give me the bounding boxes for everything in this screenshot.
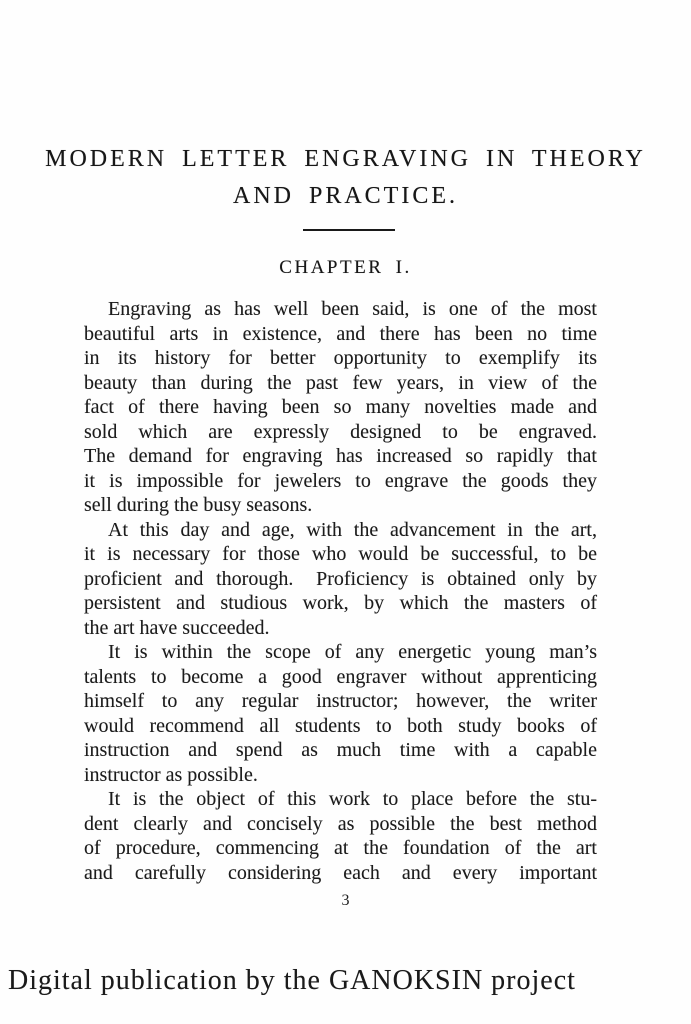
body-text-line: talents to become a good engraver without apprenticing: [84, 665, 597, 688]
body-text-line: The demand for engraving has increased so rapidly that: [84, 445, 597, 467]
body-text-line: It is within the scope of any energetic young man’s: [108, 641, 597, 663]
book-title-line-1: MODERN LETTER ENGRAVING IN THEORY: [45, 146, 646, 172]
body-text-line: instructor as possible.: [84, 763, 258, 786]
body-text-line: it is impossible for jewelers to engrave the goods they: [84, 469, 597, 492]
page-number: 3: [341, 892, 350, 909]
paragraph-3: [84, 640, 597, 787]
paragraph-4: [84, 787, 597, 885]
body-text-line: proficient and thorough. Proficiency is obtained only by: [84, 567, 597, 590]
body-text-line: persistent and studious work, by which the masters of: [84, 592, 597, 614]
publication-footer: Digital publication by the GANOKSIN project: [8, 965, 576, 996]
body-text-line: It is the object of this work to place before the stu-: [108, 788, 597, 810]
body-text-line: in its history for better opportunity to exemplify its: [84, 347, 597, 369]
body-text-line: instruction and spend as much time with a capable: [84, 739, 597, 761]
body-text-line: beautiful arts in existence, and there has been no time: [84, 322, 597, 345]
body-text: [84, 297, 597, 885]
body-text-line: it is necessary for those who would be successful, to be: [84, 543, 597, 565]
body-text-line: the art have succeeded.: [84, 616, 270, 639]
chapter-heading: CHAPTER I.: [279, 257, 412, 278]
body-text-line: sell during the busy seasons.: [84, 494, 313, 516]
book-title: [0, 141, 691, 215]
body-text-line: Engraving as has well been said, is one of the most: [108, 298, 597, 320]
body-text-line: sold which are expressly designed to be engraved.: [84, 420, 597, 443]
body-text-line: himself to any regular instructor; however, the writer: [84, 690, 597, 712]
body-text-line: would recommend all students to both study books of: [84, 714, 597, 737]
body-text-line: dent clearly and concisely as possible the best method: [84, 812, 597, 835]
title-divider-rule: [303, 229, 395, 231]
body-text-line: At this day and age, with the advancement in the art,: [108, 518, 597, 541]
book-title-line-2: AND PRACTICE.: [232, 183, 458, 209]
paragraph-2: [84, 518, 597, 641]
paragraph-1: [84, 297, 597, 518]
body-text-line: fact of there having been so many novelties made and: [84, 396, 597, 418]
body-text-line: and carefully considering each and every important: [84, 861, 597, 884]
body-text-line: of procedure, commencing at the foundation of the art: [84, 837, 597, 859]
body-text-line: beauty than during the past few years, in view of the: [84, 371, 597, 394]
